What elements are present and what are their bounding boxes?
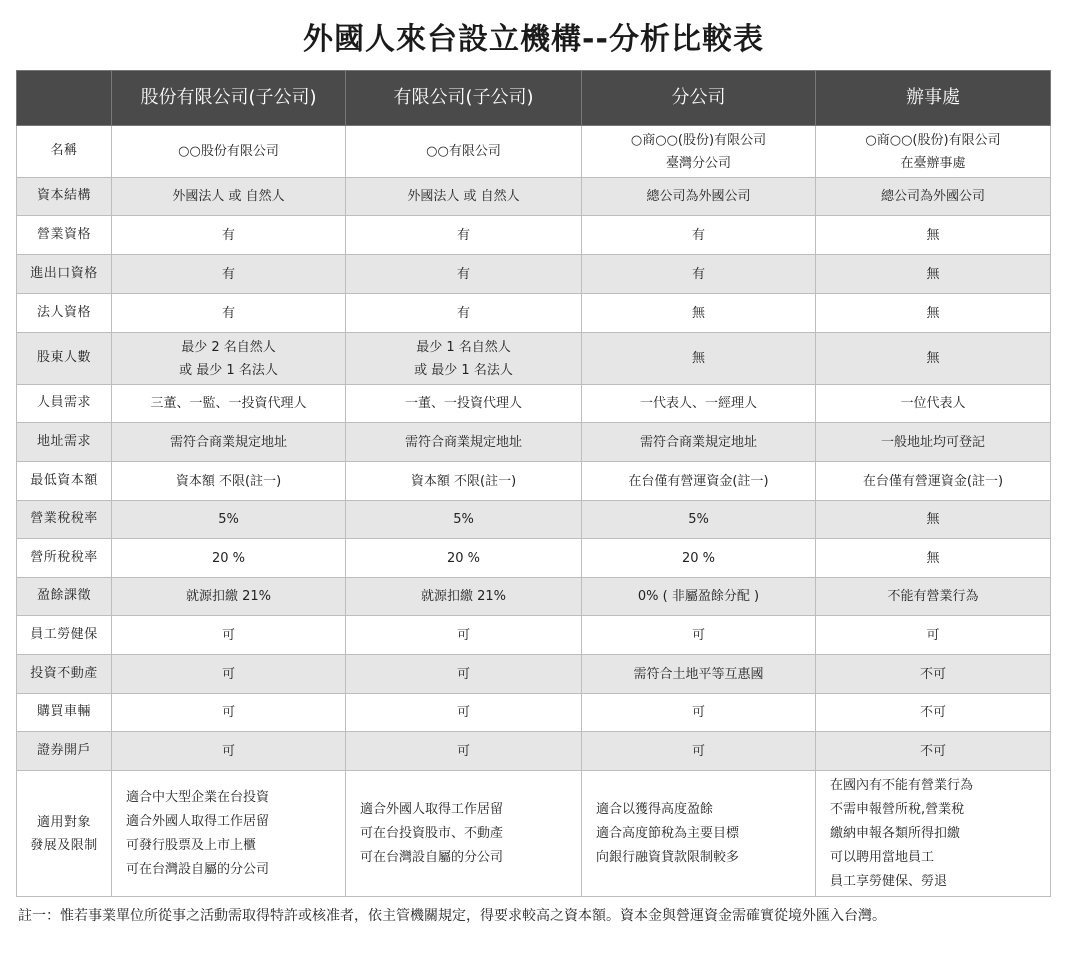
cell-text: 不可 [919, 705, 946, 720]
cell-text: 0% ( 非屬盈餘分配 ) [637, 589, 760, 604]
table-cell [582, 255, 816, 294]
table-cell [582, 333, 816, 385]
table-row [17, 216, 1051, 255]
cell-text: 可在台投資股市、不動產 [360, 825, 504, 841]
cell-text: 總公司為外國公司 [646, 189, 751, 204]
row-label: 人員需求 [17, 385, 112, 423]
cell-text: 可 [456, 666, 470, 682]
row-label: 員工勞健保 [17, 616, 112, 655]
cell-text: 有 [456, 305, 470, 321]
cell-text: 適合中大型企業在台投資 [126, 789, 270, 805]
table-cell [112, 771, 346, 897]
table-cell [582, 126, 816, 178]
table-cell [582, 178, 816, 216]
cell-text: 在國內有不能有營業行為 [830, 777, 974, 793]
comparison-table [16, 70, 1051, 897]
cell-text: 可 [691, 705, 705, 720]
table-cell [112, 423, 346, 462]
header-limited-company: 有限公司(子公司) [346, 71, 582, 126]
table-cell [112, 385, 346, 423]
table-cell [346, 423, 582, 462]
table-cell [346, 255, 582, 294]
table-row [17, 694, 1051, 732]
table-cell [816, 694, 1051, 732]
page-title: 外國人來台設立機構--分析比較表 [303, 22, 764, 57]
cell-text: 可以聘用當地員工 [830, 849, 935, 865]
table-cell [112, 732, 346, 771]
cell-text: 就源扣繳 21% [185, 589, 272, 604]
table-cell [346, 178, 582, 216]
table-cell [582, 385, 816, 423]
row-label-line: 適用對象 [36, 814, 91, 830]
table-cell [582, 578, 816, 616]
cell-text: 可 [456, 743, 470, 759]
cell-text: 資本額 不限(註一) [410, 473, 517, 489]
table-cell [112, 216, 346, 255]
header-row [17, 71, 1051, 126]
cell-text: 或 最少 1 名法人 [414, 362, 513, 378]
table-cell [346, 616, 582, 655]
table-cell [816, 616, 1051, 655]
row-label [17, 771, 112, 897]
row-label: 營業資格 [17, 216, 112, 255]
table-row [17, 294, 1051, 333]
cell-text: 可在台灣設自屬的分公司 [126, 861, 270, 877]
table-cell [816, 255, 1051, 294]
header-stock-company: 股份有限公司(子公司) [112, 71, 346, 126]
cell-text: 不能有營業行為 [887, 589, 979, 604]
table-cell [582, 616, 816, 655]
row-label: 營所稅稅率 [17, 539, 112, 578]
cell-text: 有 [221, 266, 235, 282]
cell-text: 適合外國人取得工作居留 [360, 801, 504, 817]
table-cell [816, 539, 1051, 578]
cell-text: 需符合商業規定地址 [639, 434, 757, 450]
cell-text: 不可 [919, 666, 946, 682]
table-cell [346, 501, 582, 539]
table-cell [582, 216, 816, 255]
table-cell [346, 462, 582, 501]
cell-text: 無 [926, 550, 940, 566]
table-cell [346, 333, 582, 385]
cell-text: 一代表人、一經理人 [639, 396, 757, 411]
cell-text: ○商○○(股份)有限公司 [630, 132, 767, 148]
cell-text: 資本額 不限(註一) [175, 473, 282, 489]
cell-text: 有 [691, 266, 705, 282]
table-cell [816, 501, 1051, 539]
cell-text: 有 [221, 305, 235, 321]
cell-text: 5% [688, 512, 709, 527]
header-branch: 分公司 [582, 71, 816, 126]
table-cell [816, 771, 1051, 897]
table-cell [582, 501, 816, 539]
table-cell [112, 462, 346, 501]
table-cell [346, 655, 582, 694]
cell-text: ○商○○(股份)有限公司 [865, 132, 1001, 148]
cell-text: 無 [926, 351, 940, 366]
table-cell [346, 126, 582, 178]
row-label: 購買車輛 [17, 694, 112, 732]
cell-text: 無 [926, 266, 940, 282]
row-label: 盈餘課徵 [17, 578, 112, 616]
table-cell [582, 539, 816, 578]
cell-text: 5% [453, 512, 474, 527]
cell-text: 一位代表人 [900, 396, 966, 411]
cell-text: 總公司為外國公司 [880, 189, 985, 204]
footnote: 註一：惟若事業單位所從事之活動需取得特許或核准者，依主管機關規定，得要求較高之資本額。資本金與營運資金需確實從境外匯入台灣。 [18, 908, 886, 924]
table-cell [582, 694, 816, 732]
cell-text: 最少 1 名自然人 [416, 339, 511, 355]
cell-text: 需符合商業規定地址 [404, 434, 522, 450]
cell-text: ○○股份有限公司 [178, 144, 279, 159]
cell-text: 可 [221, 743, 235, 759]
table-row [17, 771, 1051, 897]
cell-text: 5% [218, 512, 239, 527]
table-cell [112, 333, 346, 385]
table-cell [112, 255, 346, 294]
table-cell [112, 655, 346, 694]
cell-text: 可 [456, 705, 470, 720]
cell-text: 可 [926, 627, 940, 643]
row-label: 地址需求 [17, 423, 112, 462]
cell-text: 有 [456, 266, 470, 282]
cell-text: 一般地址均可登記 [880, 434, 985, 450]
cell-text: ○○有限公司 [426, 144, 501, 159]
header-rep-office: 辦事處 [816, 71, 1051, 126]
row-label: 營業稅稅率 [17, 501, 112, 539]
cell-text: 可 [691, 627, 705, 643]
table-cell [816, 385, 1051, 423]
table-cell [582, 655, 816, 694]
header-corner [17, 71, 112, 126]
table-cell [346, 216, 582, 255]
cell-text: 可發行股票及上市上櫃 [126, 837, 257, 853]
table-cell [582, 462, 816, 501]
table-cell [816, 578, 1051, 616]
row-label: 最低資本額 [17, 462, 112, 501]
table-cell [112, 501, 346, 539]
table-row [17, 501, 1051, 539]
cell-text: 向銀行融資貸款限制較多 [596, 849, 740, 865]
table-cell [816, 178, 1051, 216]
table-cell [112, 178, 346, 216]
cell-text: 適合外國人取得工作居留 [126, 813, 270, 829]
row-label: 法人資格 [17, 294, 112, 333]
table-cell [816, 126, 1051, 178]
cell-text: 無 [691, 351, 705, 366]
cell-text: 可 [221, 705, 235, 720]
row-label: 進出口資格 [17, 255, 112, 294]
cell-text: 20 % [211, 550, 246, 566]
row-label: 股東人數 [17, 333, 112, 385]
cell-text: 在台僅有營運資金(註一) [628, 473, 769, 489]
cell-text: 不可 [919, 743, 946, 759]
table-cell [112, 578, 346, 616]
cell-text: 或 最少 1 名法人 [179, 362, 278, 378]
table-cell [112, 539, 346, 578]
table-cell [346, 539, 582, 578]
table-row [17, 385, 1051, 423]
row-label-line: 發展及限制 [30, 837, 98, 853]
cell-text: 適合高度節稅為主要目標 [596, 825, 740, 841]
table-row [17, 178, 1051, 216]
table-row [17, 333, 1051, 385]
cell-text: 可 [221, 666, 235, 682]
cell-text: 無 [926, 512, 940, 527]
table-cell [346, 385, 582, 423]
table-cell [816, 216, 1051, 255]
table-row [17, 423, 1051, 462]
cell-text: 可 [691, 743, 705, 759]
cell-text: 最少 2 名自然人 [181, 339, 276, 355]
cell-text: 需符合土地平等互惠國 [633, 666, 764, 682]
cell-text: 有 [456, 227, 470, 243]
table-cell [582, 423, 816, 462]
cell-text: 一董、一投資代理人 [404, 396, 522, 411]
cell-text: 需符合商業規定地址 [169, 434, 287, 450]
cell-text: 可 [456, 627, 470, 643]
cell-text: 可在台灣設自屬的分公司 [360, 849, 504, 865]
table-cell [582, 294, 816, 333]
table-cell [816, 294, 1051, 333]
table-row [17, 616, 1051, 655]
cell-text: 有 [221, 227, 235, 243]
table-cell [346, 694, 582, 732]
cell-text: 員工享勞健保、勞退 [830, 873, 948, 889]
table-cell [582, 732, 816, 771]
row-label: 投資不動產 [17, 655, 112, 694]
cell-text: 20 % [446, 550, 481, 566]
cell-text: 無 [691, 305, 705, 321]
table-row [17, 539, 1051, 578]
cell-text: 在台僅有營運資金(註一) [862, 473, 1004, 489]
table-row [17, 578, 1051, 616]
cell-text: 外國法人 或 自然人 [172, 189, 285, 204]
cell-text: 無 [926, 305, 940, 321]
cell-text: 可 [221, 627, 235, 643]
cell-text: 臺灣分公司 [665, 155, 731, 171]
table-cell [816, 333, 1051, 385]
table-cell [112, 616, 346, 655]
table-cell [346, 732, 582, 771]
table-cell [582, 771, 816, 897]
table-cell [346, 294, 582, 333]
table-row [17, 655, 1051, 694]
table-cell [816, 655, 1051, 694]
table-cell [816, 462, 1051, 501]
cell-text: 不需申報營所稅,營業稅 [830, 801, 965, 817]
table-row [17, 255, 1051, 294]
cell-text: 三董、一監、一投資代理人 [150, 396, 307, 411]
row-label: 資本結構 [17, 178, 112, 216]
table-row [17, 462, 1051, 501]
table-cell [112, 294, 346, 333]
row-label: 證券開戶 [17, 732, 112, 771]
cell-text: 外國法人 或 自然人 [407, 189, 520, 204]
table-row [17, 732, 1051, 771]
row-label: 名稱 [17, 126, 112, 178]
cell-text: 就源扣繳 21% [420, 589, 507, 604]
table-cell [816, 423, 1051, 462]
table-cell [346, 771, 582, 897]
cell-text: 無 [926, 227, 940, 243]
cell-text: 有 [691, 227, 705, 243]
cell-text: 適合以獲得高度盈餘 [596, 801, 714, 817]
table-cell [346, 578, 582, 616]
table-row [17, 126, 1051, 178]
cell-text: 繳納申報各類所得扣繳 [830, 825, 961, 841]
cell-text: 20 % [681, 550, 716, 566]
table-cell [112, 126, 346, 178]
table-cell [112, 694, 346, 732]
table-cell [816, 732, 1051, 771]
cell-text: 在臺辦事處 [900, 155, 966, 171]
